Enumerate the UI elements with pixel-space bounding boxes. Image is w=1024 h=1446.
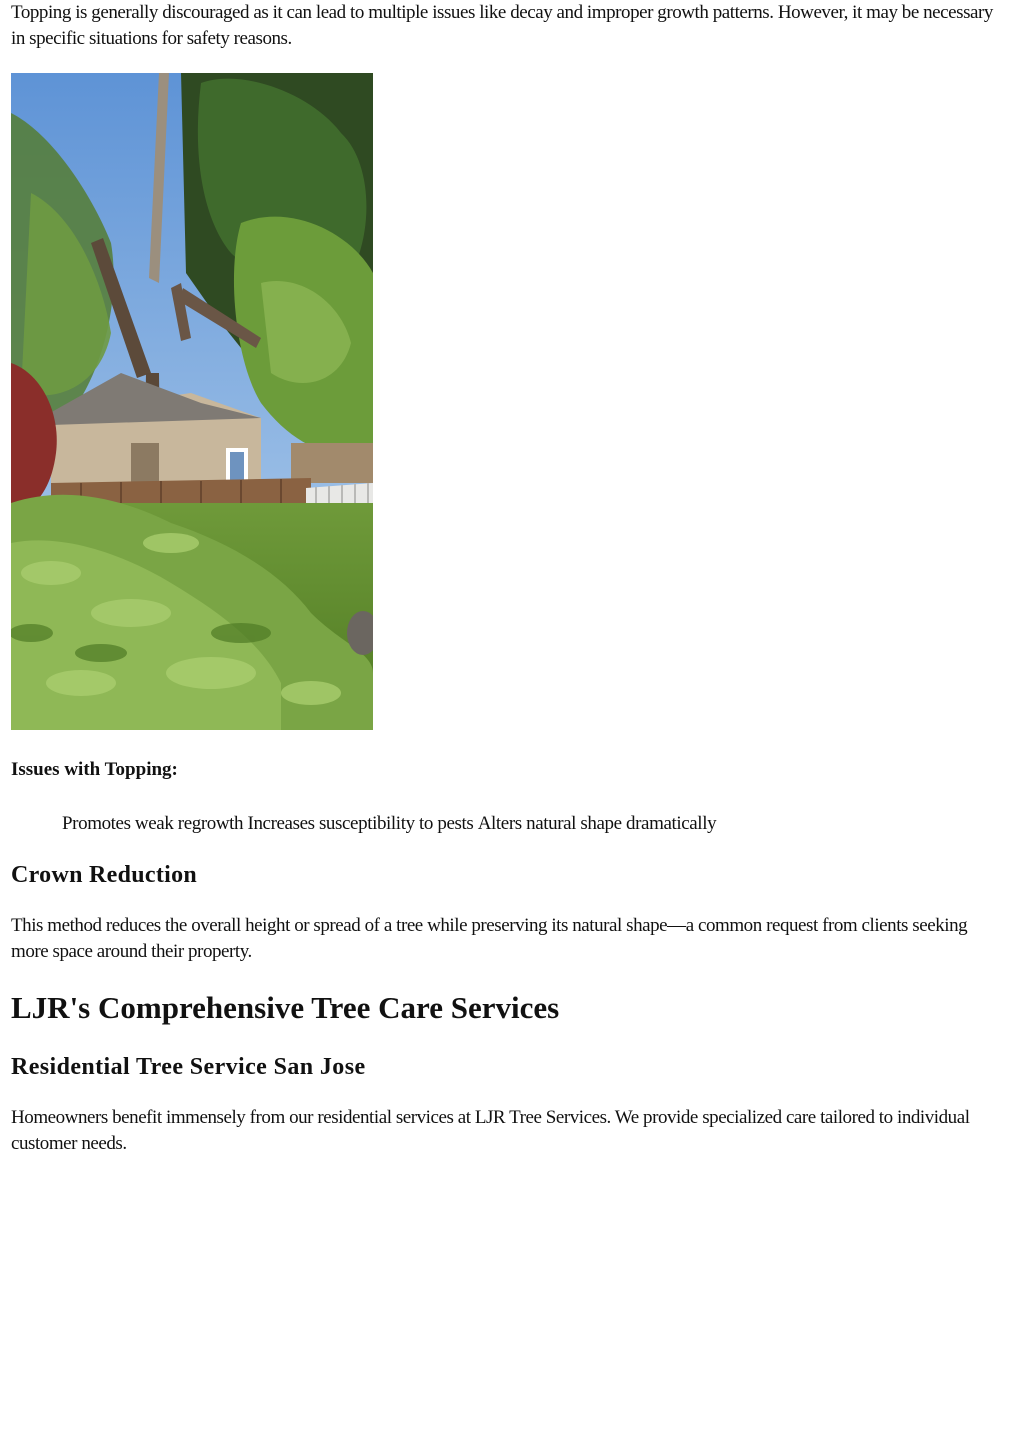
issues-heading: Issues with Topping: (11, 759, 178, 780)
residential-service-heading: Residential Tree Service San Jose (11, 1054, 366, 1080)
list-item: Alters natural shape dramatically (477, 813, 717, 834)
list-item: Promotes weak regrowth (62, 813, 244, 834)
crown-reduction-heading: Crown Reduction (11, 862, 198, 888)
intro-paragraph: Topping is generally discouraged as it can lead to multiple issues like decay and improper growth patterns. However, it may be necessary in specific situations for safety reasons. (11, 2, 993, 49)
residential-service-paragraph: Homeowners benefit immensely from our residential services at LJR Tree Services. We provide specialized care tailored to individual customer needs. (11, 1107, 970, 1154)
services-heading: LJR's Comprehensive Tree Care Services (11, 990, 560, 1025)
crown-reduction-paragraph: This method reduces the overall height or spread of a tree while preserving its natural shape—a common request from clients seeking more space around their property. (11, 915, 968, 962)
list-item: Increases susceptibility to pests (247, 813, 474, 834)
tree-topping-photo (11, 73, 373, 730)
issues-list (62, 812, 716, 836)
